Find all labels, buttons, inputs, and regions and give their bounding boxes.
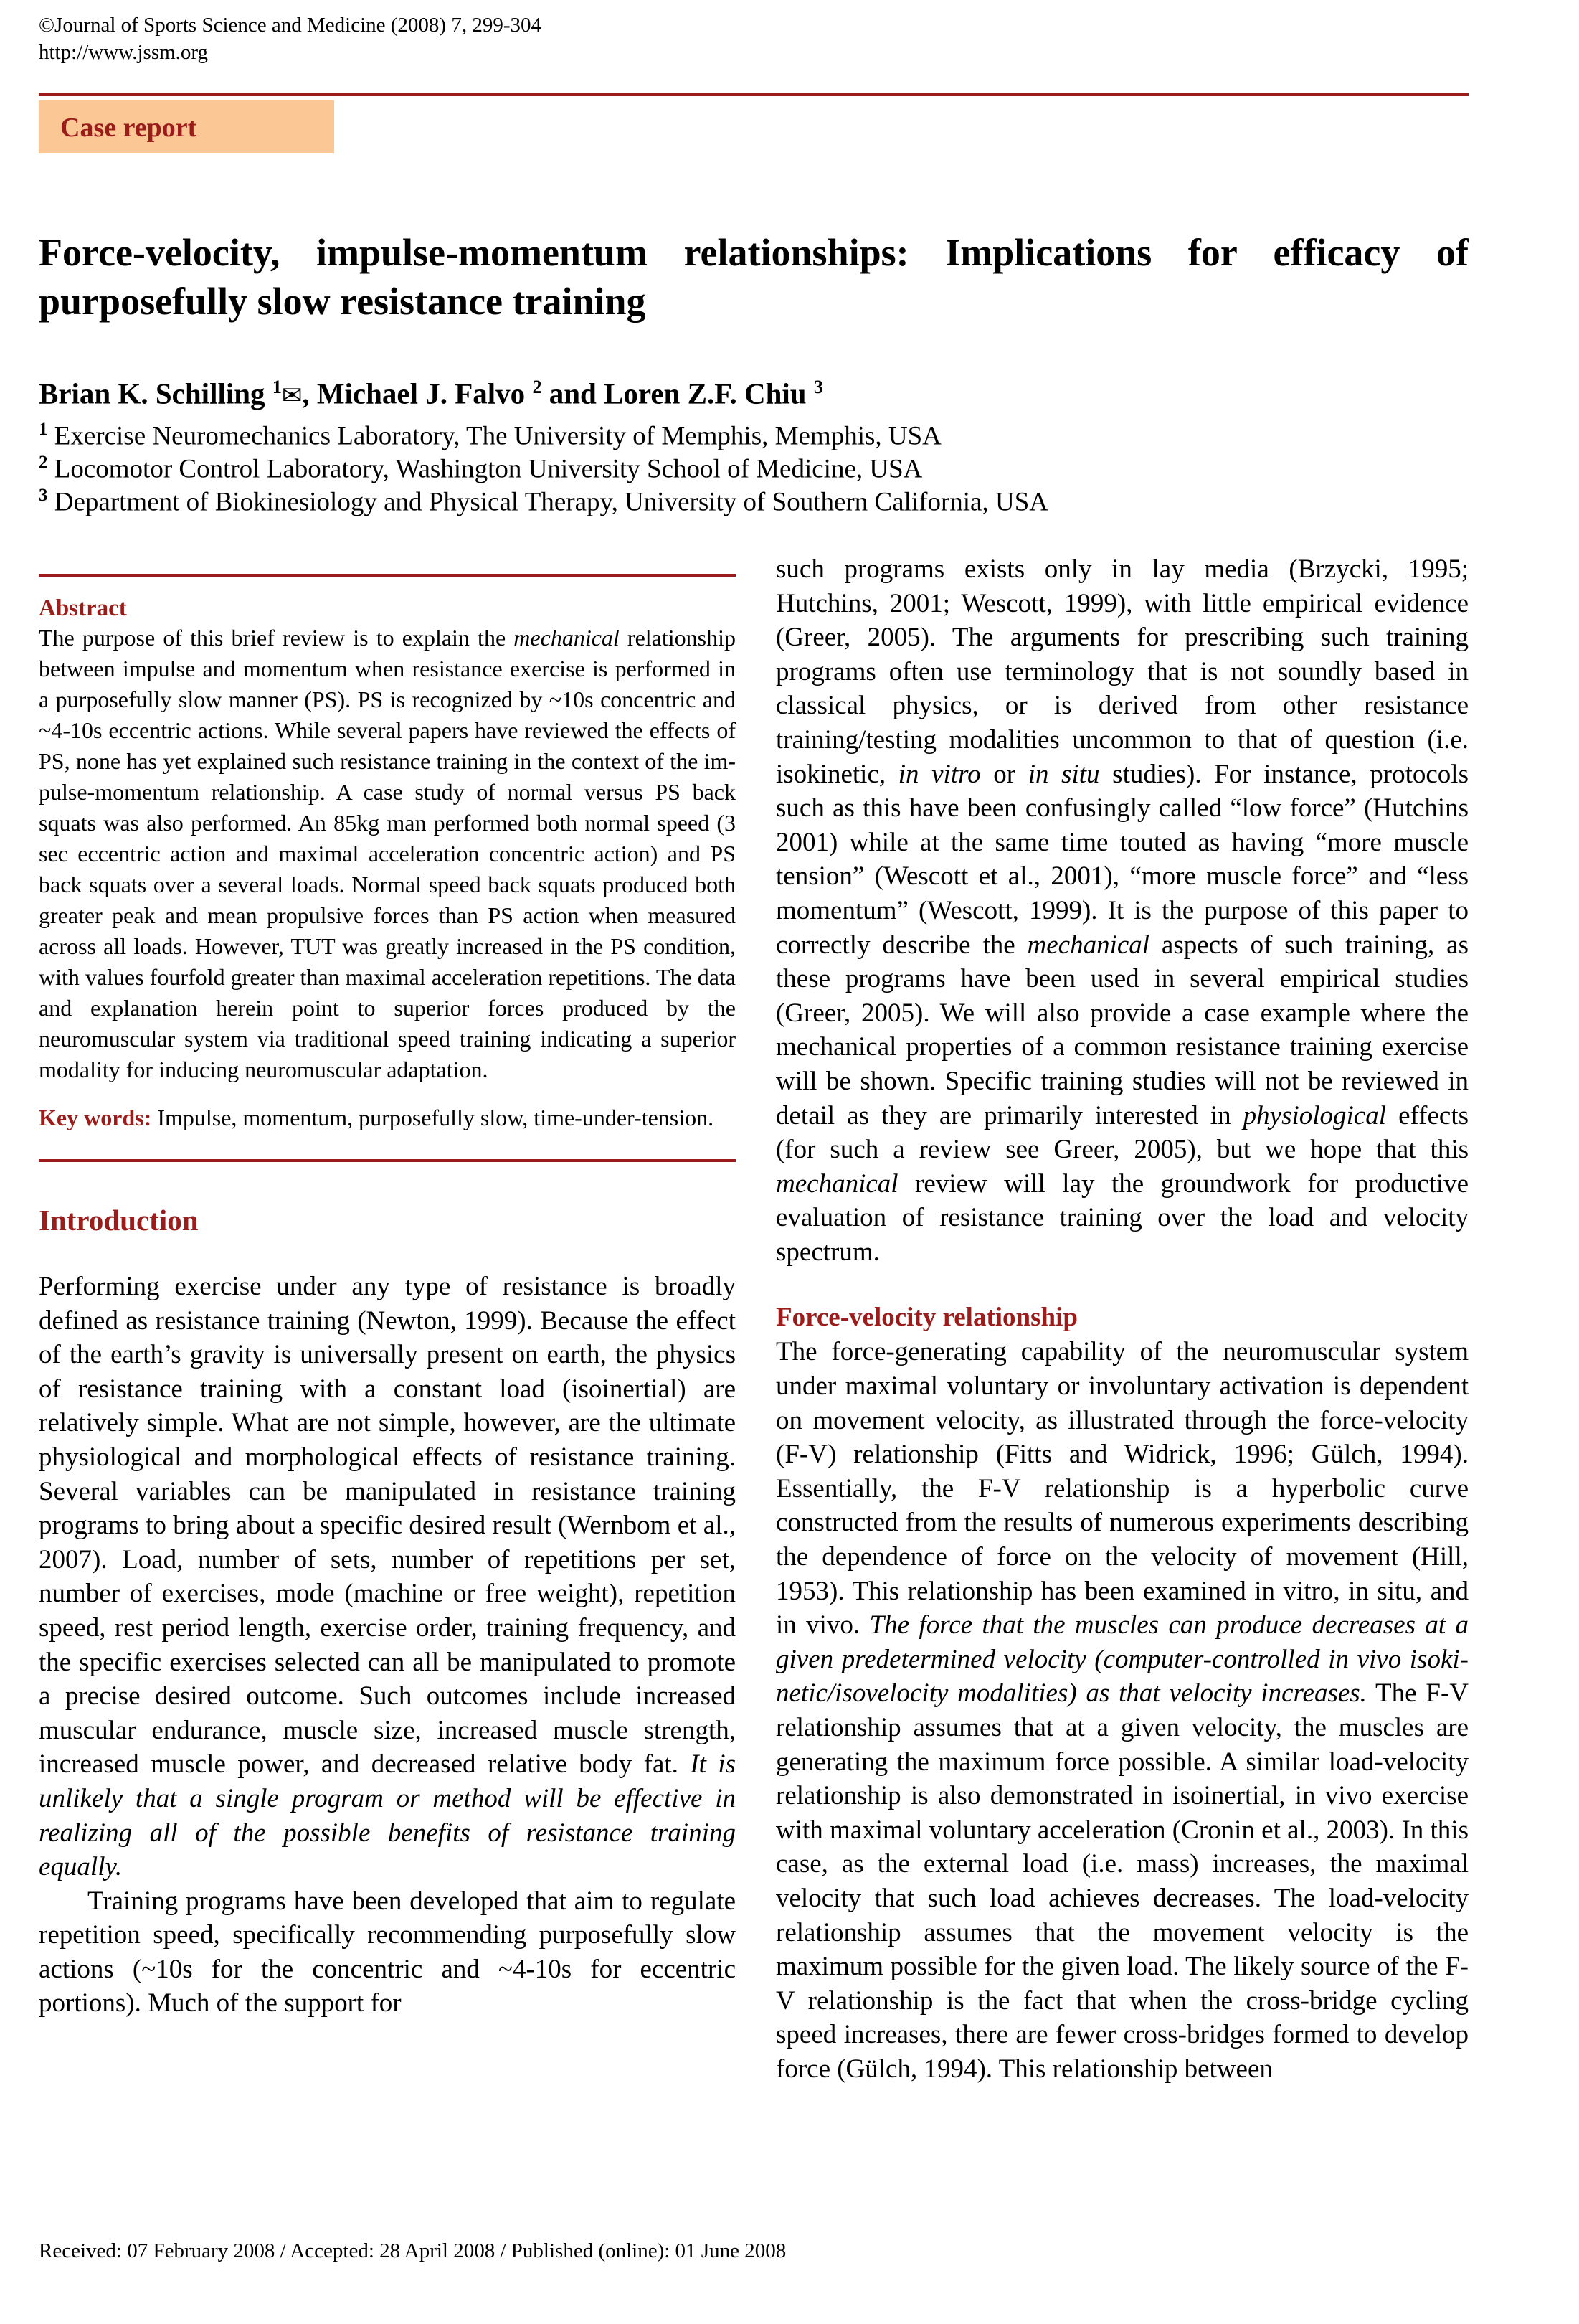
left-column <box>39 574 736 2021</box>
author-name: , Michael J. Falvo <box>302 377 526 410</box>
keywords-list: Impulse, momentum, purposefully slow, time-under-tension. <box>151 1105 714 1130</box>
abstract-top-rule <box>39 574 736 577</box>
keywords-label: Key words: <box>39 1105 152 1130</box>
affiliation-number: 3 <box>39 486 48 505</box>
author-affiliation-number: 1 <box>272 377 282 397</box>
author-affiliation-number: 2 <box>532 377 542 397</box>
author-list <box>39 369 823 415</box>
affiliation <box>39 479 1048 519</box>
paper-title: Force-velocity, impulse-momentum relationships: Implications for efficacy of purposefully slow resistance training <box>39 231 1469 323</box>
affiliation-text: Locomotor Control Laboratory, Washington University School of Medicine, USA <box>54 454 923 484</box>
affiliation-text: Exercise Neuromechanics Laboratory, The University of Memphis, Memphis, USA <box>54 421 942 451</box>
journal-url-link[interactable]: http://www.jssm.org <box>39 41 209 64</box>
right-column <box>776 552 1469 2087</box>
envelope-icon[interactable]: ✉ <box>281 381 303 410</box>
introduction-heading: Introduction <box>39 1204 199 1237</box>
journal-citation: ©Journal of Sports Science and Medicine (2008) 7, 299-304 <box>39 14 541 37</box>
header-divider <box>39 93 1469 96</box>
body-paragraph: such programs exists only in lay media (Brzycki, 1995; Hutchins, 2001; Wescott, 1999), with little empirical evidence (Greer, 2005). The arguments for prescribing such training programs often use terminology that is not soundly based in classical physics, or is derived from other resistance training/testing modalities uncommon to that of question (i.e. isokinetic, in vitro or in situ studies). For instance, protocols such as this have been confusingly called “low force” (Hutchins 2001) while at the same time touted as having “more muscle tension” (Wescott et al., 2001), “more muscle force” and “less momentum” (Wescott, 1999). It is the purpose of this paper to correctly describe the mechanical aspects of such training, as these programs have been used in several empirical studies (Greer, 2005). We will also provide a case example where the mechanical properties of a common resistance training exercise will be shown. Specific training studies will not be reviewed in detail as they are primarily interested in physiological effects (for such a review see Greer, 2005), but we hope that this mechanical review will lay the groundwork for productive evaluation of resistance training over the load and velocity spectrum. <box>776 554 1469 1267</box>
section-badge-label: Case report <box>60 113 197 143</box>
author-affiliation-number: 3 <box>813 377 823 397</box>
affiliation-text: Department of Biokinesiology and Physical Therapy, University of Southern California, USA <box>54 487 1048 517</box>
body-paragraph: The force-generating capability of the neuromuscular system under maximal voluntary or involuntary activation is dependent on movement velocity, as illustrated through the force-velocity (F-V) relationship (Fitts and Widrick, 1996; Gülch, 1994). Essentially, the F-V relationship is a hyperbolic curve constructed from the results of numerous experiments describing the dependence of force on the velocity of movement (Hill, 1953). This relationship has been examined in vitro, in situ, and in vivo. The force that the muscles can produce decreases at a given predetermined velocity (computer-controlled in vivo isokinetic/isovelocity modalities) as that velocity increases. The F-V relationship assumes that at a given velocity, the muscles are generating the maximum force possible. A similar load-velocity relationship is also demonstrated in isoinertial, in vivo exercise with maximal voluntary acceleration (Cronin et al., 2003). In this case, as the external load (i.e. mass) increases, the maximal velocity that such load achieves decreases. The load-velocity relationship assumes that the movement velocity is the maximum possible for the given load. The likely source of the F-V relationship is the fact that when the cross-bridge cycling speed increases, there are fewer cross-bridges formed to develop force (Gülch, 1994). This relationship between <box>776 1337 1469 2084</box>
introduction-paragraph: Training programs have been developed that aim to regulate repetition speed, specifically recommending purposefully slow actions (~10s for the concentric and ~4-10s for eccentric portions). Much of the support for <box>39 1886 736 2018</box>
force-velocity-heading: Force-velocity relationship <box>776 1303 1078 1333</box>
author-name: Brian K. Schilling <box>39 377 265 410</box>
abstract-heading: Abstract <box>39 595 127 621</box>
introduction-paragraph: Performing exercise under any type of resistance is broadly defined as resistance training (Newton, 1999). Because the effect of the earth’s gravity is universally present on earth, the physics of resistance training with a constant load (isoinertial) are relatively simple. What are not simple, however, are the ultimate physiological and morphological effects of resistance training. Several variables can be manipulated in resistance training programs to bring about a specific desired result (Wernbom et al., 2007). Load, number of sets, number of repetitions per set, number of exercises, mode (machine or free weight), repetition speed, rest period length, exercise order, training frequency, and the specific exercises selected can all be manipulated to promote a precise desired outcome. Such outcomes include increased muscular endurance, muscle size, increased muscle strength, increased muscle power, and decreased relative body fat. It is unlikely that a single program or method will be effective in realizing all of the possible benefits of resistance training equally. <box>39 1272 736 1882</box>
affiliation-number: 2 <box>39 453 48 472</box>
keywords <box>39 1102 736 1133</box>
section-badge <box>39 100 334 153</box>
author-name: and Loren Z.F. Chiu <box>541 377 807 410</box>
abstract-text: The purpose of this brief review is to explain the mechanical relationship between impulse and momentum when resistance exercise is performed in a purposefully slow manner (PS). PS is recognized by ~10s concentric and ~4-10s eccentric actions. While several papers have reviewed the effects of PS, none has yet explained such resistance training in the context of the impulse-momentum relationship. A case study of normal versus PS back squats was also performed. An 85kg man performed both normal speed (3 sec eccentric action and maximal acceleration concentric action) and PS back squats over a several loads. Normal speed back squats produced both greater peak and mean propulsive forces than PS action when measured across all loads. However, TUT was greatly increased in the PS condition, with values fourfold greater than maximal acceleration repetitions. The data and explanation herein point to superior forces produced by the neuromuscular system via traditional speed training indicating a superior modality for inducing neuromuscular adaptation. <box>39 625 736 1082</box>
abstract-bottom-rule <box>39 1159 736 1162</box>
affiliation-number: 1 <box>39 420 48 439</box>
publication-dates: Received: 07 February 2008 / Accepted: 28 April 2008 / Published (online): 01 June 2008 <box>39 2239 787 2262</box>
